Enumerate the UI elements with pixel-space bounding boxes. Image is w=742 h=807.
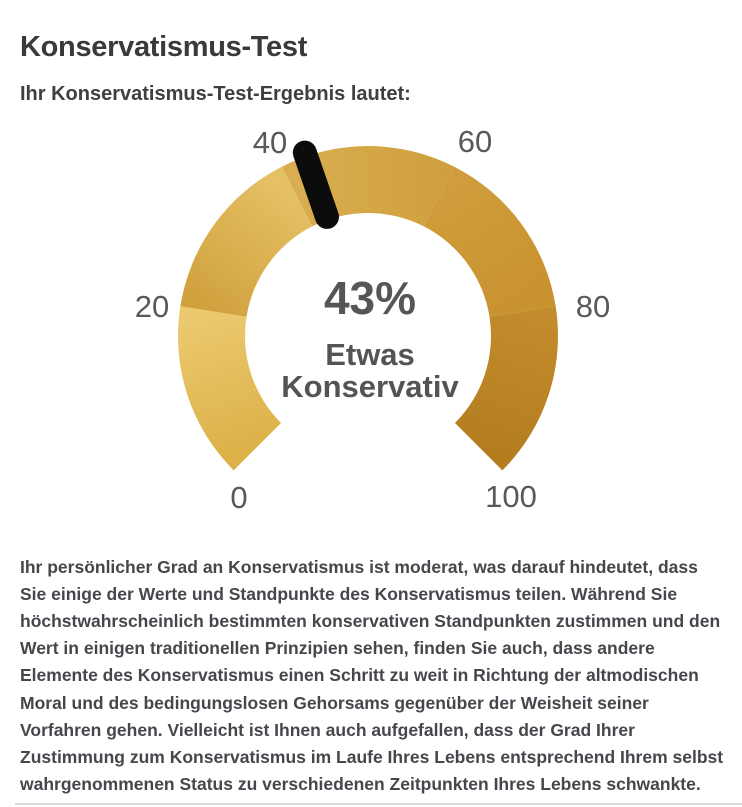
gauge-tick-label-100: 100: [485, 479, 537, 514]
gauge-tick-label-0: 0: [230, 480, 248, 515]
gauge-value: 43%: [323, 272, 417, 324]
gauge-tick-label-80: 80: [575, 289, 611, 324]
gauge-segment-0-20: [178, 306, 281, 470]
gauge-tick-label-20: 20: [134, 289, 170, 324]
gauge-classification-line2: Konservativ: [281, 369, 459, 404]
gauge-svg: [108, 110, 628, 515]
bottom-divider: [15, 803, 742, 805]
page-title: Konservatismus-Test: [20, 31, 308, 64]
gauge-tick-label-60: 60: [457, 124, 493, 159]
result-description: Ihr persönlicher Grad an Konservatismus ist moderat, was darauf hindeutet, dass Sie einige der Werte und Standpunkte des Konservatismus teilen. Während Sie höchstwahrscheinlich bestimmten konservativen Standpunkten zustimmen und den Wert in einigen traditionellen Prinzipien sehen, finden Sie auch, dass andere Elemente des Konservatismus einen Schritt zu weit in Richtung der altmodischen Moral und des bedingungslosen Gehorsams gegenüber der Weisheit seiner Vorfahren gehen. Vielleicht ist Ihnen auch aufgefallen, dass der Grad Ihrer Zustimmung zum Konservatismus im Laufe Ihres Lebens entsprechend Ihrem selbst wahrgenommenen Status zu verschiedenen Zeitpunkten Ihres Lebens schwankte.: [20, 556, 724, 795]
gauge-segment-80-100: [455, 306, 558, 470]
gauge-chart: [108, 110, 628, 515]
result-intro-heading: Ihr Konservatismus-Test-Ergebnis lautet:: [20, 82, 411, 105]
gauge-classification-line1: Etwas: [325, 337, 415, 372]
gauge-segment-60-80: [424, 167, 556, 317]
gauge-segment-20-40: [180, 167, 312, 317]
gauge-tick-label-40: 40: [252, 125, 288, 160]
